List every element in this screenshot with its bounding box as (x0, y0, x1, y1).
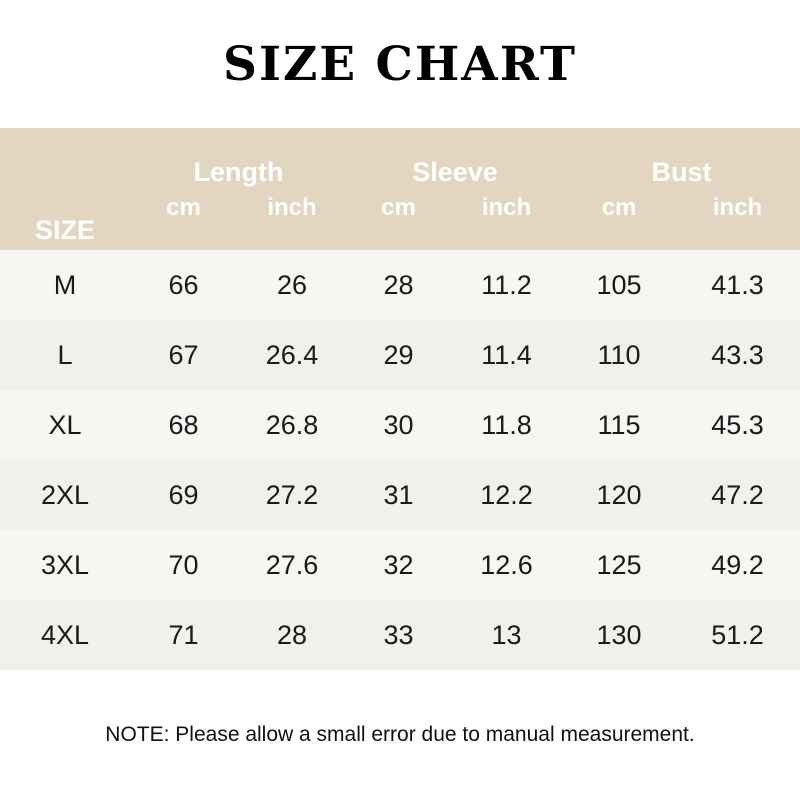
table-row (0, 600, 800, 670)
cell-sleeve-inch: 11.8 (450, 390, 563, 460)
cell-sleeve-cm: 30 (347, 390, 450, 460)
cell-bust-inch: 51.2 (675, 600, 800, 670)
cell-bust-inch: 41.3 (675, 250, 800, 320)
cell-length-cm: 69 (130, 460, 237, 530)
header-group-sleeve: Sleeve (347, 128, 563, 192)
cell-sleeve-cm: 33 (347, 600, 450, 670)
cell-size: XL (0, 390, 130, 460)
cell-size: 3XL (0, 530, 130, 600)
title-area (0, 0, 800, 128)
cell-bust-cm: 115 (563, 390, 675, 460)
cell-sleeve-inch: 11.4 (450, 320, 563, 390)
cell-bust-inch: 43.3 (675, 320, 800, 390)
header-group-bust: Bust (563, 128, 800, 192)
table-row (0, 530, 800, 600)
header-size: SIZE (0, 128, 130, 250)
cell-bust-inch: 45.3 (675, 390, 800, 460)
cell-size: 4XL (0, 600, 130, 670)
cell-bust-cm: 125 (563, 530, 675, 600)
cell-sleeve-cm: 32 (347, 530, 450, 600)
cell-bust-cm: 130 (563, 600, 675, 670)
table-row (0, 390, 800, 460)
header-group-length: Length (130, 128, 347, 192)
header-sleeve-cm: cm (347, 192, 450, 250)
cell-length-inch: 26.4 (237, 320, 347, 390)
cell-length-cm: 68 (130, 390, 237, 460)
measurement-note: NOTE: Please allow a small error due to manual measurement. (105, 723, 695, 746)
cell-sleeve-cm: 31 (347, 460, 450, 530)
cell-size: L (0, 320, 130, 390)
cell-length-inch: 27.2 (237, 460, 347, 530)
table-row (0, 250, 800, 320)
cell-sleeve-inch: 12.6 (450, 530, 563, 600)
table-header (0, 128, 800, 250)
cell-sleeve-inch: 11.2 (450, 250, 563, 320)
header-bust-cm: cm (563, 192, 675, 250)
cell-sleeve-cm: 28 (347, 250, 450, 320)
cell-bust-inch: 47.2 (675, 460, 800, 530)
header-group-row (0, 128, 800, 192)
cell-sleeve-inch: 12.2 (450, 460, 563, 530)
header-sleeve-inch: inch (450, 192, 563, 250)
cell-length-inch: 26 (237, 250, 347, 320)
cell-length-cm: 66 (130, 250, 237, 320)
cell-length-cm: 71 (130, 600, 237, 670)
note-area (0, 670, 800, 800)
cell-size: 2XL (0, 460, 130, 530)
cell-bust-cm: 120 (563, 460, 675, 530)
header-length-inch: inch (237, 192, 347, 250)
cell-bust-cm: 110 (563, 320, 675, 390)
cell-length-inch: 26.8 (237, 390, 347, 460)
cell-length-inch: 27.6 (237, 530, 347, 600)
size-chart-table (0, 128, 800, 670)
table-row (0, 320, 800, 390)
cell-length-cm: 70 (130, 530, 237, 600)
cell-length-cm: 67 (130, 320, 237, 390)
table-body (0, 250, 800, 670)
cell-length-inch: 28 (237, 600, 347, 670)
header-bust-inch: inch (675, 192, 800, 250)
cell-size: M (0, 250, 130, 320)
header-length-cm: cm (130, 192, 237, 250)
page-title: SIZE CHART (223, 36, 577, 92)
cell-bust-inch: 49.2 (675, 530, 800, 600)
table-row (0, 460, 800, 530)
cell-sleeve-inch: 13 (450, 600, 563, 670)
cell-sleeve-cm: 29 (347, 320, 450, 390)
cell-bust-cm: 105 (563, 250, 675, 320)
